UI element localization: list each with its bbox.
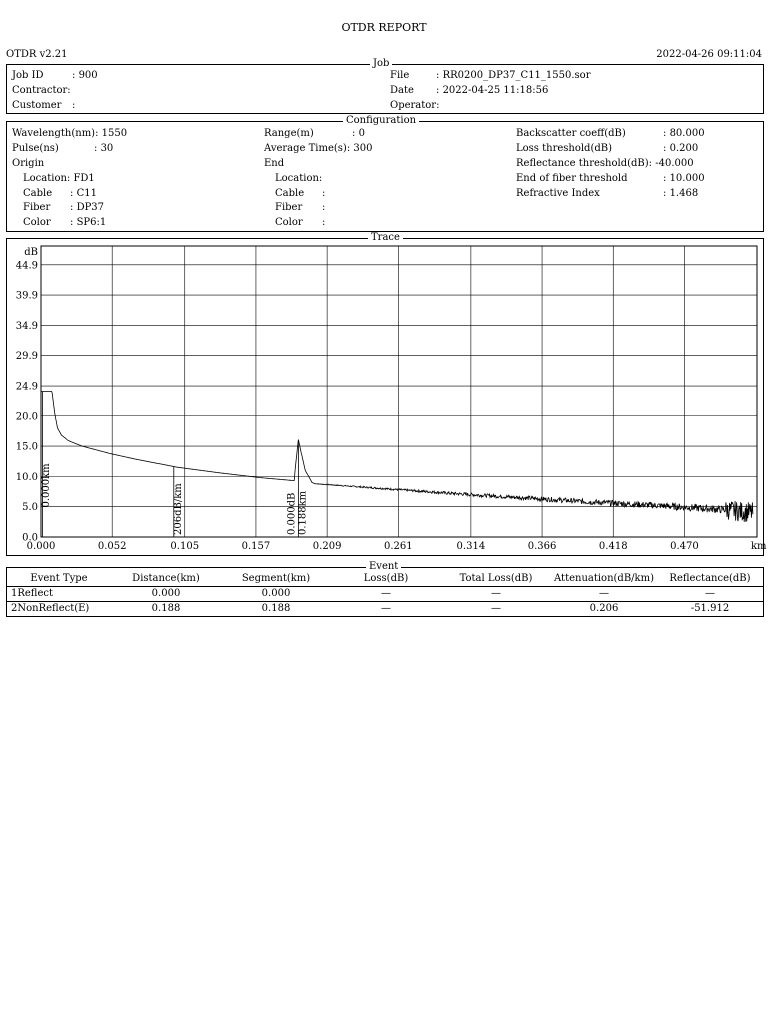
origin-cable-row: Cable : C11 [23, 188, 97, 199]
loss-threshold-label: Loss threshold(dB) [516, 143, 613, 154]
loss-cell: — [331, 587, 441, 602]
job-id-row: Job ID : 900 [12, 70, 98, 81]
backscatter-label: Backscatter coeff(dB) [516, 128, 626, 139]
reflectance-threshold-label: Reflectance threshold(dB) [516, 158, 649, 169]
origin-color-label: Color [23, 217, 51, 228]
origin-cable-label: Cable [23, 188, 53, 199]
file-row: File : RR0200_DP37_C11_1550.sor [390, 70, 591, 81]
segment-cell: 0.188 [261, 603, 291, 614]
x-tick-label: 0.470 [670, 541, 699, 552]
y-tick-label: 34.9 [15, 320, 38, 332]
report-title: OTDR REPORT [341, 21, 427, 34]
x-tick-label: 0.157 [241, 541, 271, 552]
origin-fiber-row: Fiber : DP37 [23, 202, 105, 213]
eof-threshold-label: End of fiber threshold [516, 173, 628, 184]
avg-time-value: 300 [353, 143, 373, 154]
x-tick-label: 0.366 [527, 541, 557, 552]
distance-cell: 0.188 [151, 603, 181, 614]
refractive-index-row: Refractive Index : 1.468 [516, 188, 699, 199]
file-label: File [390, 70, 410, 81]
end-location-row: Location: [275, 173, 323, 184]
y-tick-label: 39.9 [15, 290, 38, 302]
end-color-row: Color : [275, 217, 326, 228]
col-total-loss: Total Loss(dB) [441, 572, 551, 587]
total-loss-cell: — [491, 603, 501, 614]
y-tick-label: 10.0 [15, 471, 38, 483]
range-row: Range(m) : 0 [264, 128, 365, 139]
trace-legend: Trace [368, 232, 403, 244]
eof-threshold-value: 10.000 [669, 173, 705, 184]
end-cable-row: Cable : [275, 188, 326, 199]
col-event-type: Event Type [7, 572, 111, 587]
job-id-value: 900 [78, 70, 98, 81]
y-tick-label: 44.9 [15, 260, 38, 272]
table-row [7, 602, 763, 617]
y-tick-label: 5.0 [22, 502, 38, 514]
pulse-row: Pulse(ns) : 30 [12, 143, 114, 154]
wavelength-value: 1550 [101, 128, 128, 139]
trace-annotation: 0.000km [41, 463, 52, 508]
end-cable-label: Cable [275, 188, 305, 199]
end-color-label: Color [275, 217, 303, 228]
y-axis-label: dB [24, 247, 38, 258]
refractive-index-value: 1.468 [669, 188, 699, 199]
wavelength-label: Wavelength(nm) [12, 128, 96, 139]
event-type-cell: 2NonReflect(E) [11, 603, 90, 614]
operator-row: Operator: [390, 100, 440, 111]
x-tick-label: 0.209 [312, 541, 342, 552]
wavelength-row: Wavelength(nm): 1550 [12, 128, 128, 139]
reflectance-threshold-value: -40.000 [655, 158, 694, 169]
origin-color-row: Color : SP6:1 [23, 217, 107, 228]
origin-fiber-label: Fiber [23, 202, 51, 213]
loss-cell: — [381, 603, 391, 614]
table-row [7, 587, 763, 602]
origin-location-row: Location: FD1 [23, 173, 95, 184]
job-legend: Job [370, 58, 392, 70]
contractor-row: Contractor: [12, 85, 71, 96]
backscatter-value: 80.000 [669, 128, 705, 139]
avg-time-row: Average Time(s): 300 [264, 143, 373, 154]
date-label: Date [390, 85, 414, 96]
date-value: 2022-04-25 11:18:56 [442, 85, 549, 96]
y-tick-label: 29.9 [15, 351, 38, 363]
y-tick-label: 0.0 [22, 532, 38, 544]
avg-time-label: Average Time(s) [264, 143, 347, 154]
x-tick-label: 0.261 [383, 541, 413, 552]
y-tick-label: 24.9 [15, 381, 38, 393]
contractor-label: Contractor [12, 85, 68, 96]
y-tick-label: 20.0 [15, 411, 38, 423]
distance-cell: 0.000 [111, 587, 221, 602]
customer-label: Customer [12, 100, 62, 111]
loss-threshold-value: 0.200 [669, 143, 699, 154]
end-fiber-label: Fiber [275, 202, 303, 213]
attenuation-cell: — [551, 587, 657, 602]
col-attenuation: Attenuation(dB/km) [551, 572, 657, 587]
end-fiber-row: Fiber : [275, 202, 326, 213]
operator-label: Operator [390, 100, 437, 111]
event-legend: Event [366, 561, 401, 573]
job-id-label: Job ID [12, 70, 44, 81]
loss-threshold-row: Loss threshold(dB) : 0.200 [516, 143, 699, 154]
plot-frame [41, 246, 757, 537]
origin-cable-value: C11 [76, 188, 97, 199]
event-table-header [7, 572, 763, 587]
x-tick-label: 0.418 [598, 541, 628, 552]
eof-threshold-row: End of fiber threshold : 10.000 [516, 173, 705, 184]
col-loss: Loss(dB) [331, 572, 441, 587]
y-tick-label: 15.0 [15, 441, 38, 453]
total-loss-cell: — [441, 587, 551, 602]
configuration-legend: Configuration [343, 115, 419, 127]
event-table [7, 572, 763, 616]
end-label: End [264, 158, 285, 169]
attenuation-cell: 0.206 [589, 603, 619, 614]
pulse-value: 30 [100, 143, 114, 154]
file-value: RR0200_DP37_C11_1550.sor [442, 70, 591, 81]
x-tick-label: 0.000 [26, 541, 56, 552]
trace-annotation: 0.188km [297, 490, 309, 535]
x-axis-label: km [751, 541, 767, 552]
origin-fiber-value: DP37 [76, 202, 105, 213]
segment-cell: 0.000 [221, 587, 331, 602]
customer-row: Customer : [12, 100, 76, 111]
col-segment: Segment(km) [221, 572, 331, 587]
pulse-label: Pulse(ns) [12, 143, 59, 154]
software-version: OTDR v2.21 [6, 49, 68, 60]
range-value: 0 [358, 128, 365, 139]
report-datetime: 2022-04-26 09:11:04 [656, 49, 762, 60]
col-reflectance: Reflectance(dB) [657, 572, 763, 587]
origin-color-value: SP6:1 [76, 217, 107, 228]
origin-location-label: Location [23, 173, 67, 184]
trace-annotation: 0.000dB [286, 492, 298, 535]
event-type-cell: 1Reflect [7, 587, 111, 602]
x-tick-label: 0.052 [97, 541, 127, 552]
date-row: Date : 2022-04-25 11:18:56 [390, 85, 549, 96]
reflectance-cell: — [657, 587, 763, 602]
origin-label: Origin [12, 158, 45, 169]
trace-annotation: 206dB/km [172, 483, 184, 535]
x-tick-label: 0.105 [170, 541, 200, 552]
reflectance-cell: -51.912 [690, 603, 730, 614]
origin-location-value: FD1 [73, 173, 95, 184]
col-distance: Distance(km) [111, 572, 221, 587]
trace-line [41, 392, 753, 522]
refractive-index-label: Refractive Index [516, 188, 600, 199]
backscatter-row: Backscatter coeff(dB) : 80.000 [516, 128, 705, 139]
x-tick-label: 0.314 [456, 541, 486, 552]
reflectance-threshold-row: Reflectance threshold(dB): -40.000 [516, 158, 694, 169]
end-location-label: Location [275, 173, 319, 184]
range-label: Range(m) [264, 128, 314, 139]
